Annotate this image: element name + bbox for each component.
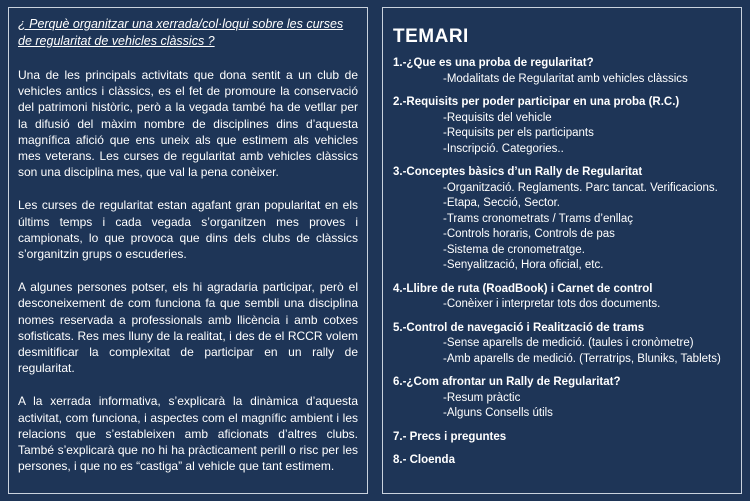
temari-title: TEMARI bbox=[393, 26, 469, 47]
temari-section-title: 5.-Control de navegació i Realització de trams bbox=[393, 321, 645, 334]
temari-section-title: 7.- Precs i preguntes bbox=[393, 430, 507, 443]
temari-section bbox=[393, 430, 733, 446]
temari-subitem: -Requisits per els participants bbox=[443, 127, 594, 139]
temari-section-title: 4.-Llibre de ruta (RoadBook) i Carnet de control bbox=[393, 282, 653, 295]
temari-section-title: 1.-¿Que es una proba de regularitat? bbox=[393, 57, 594, 69]
temari-section bbox=[393, 165, 733, 274]
temari-sections bbox=[393, 56, 733, 469]
temari-subitem: -Inscripció. Categories.. bbox=[443, 142, 564, 155]
temari-section bbox=[393, 321, 733, 368]
intro-paragraph: Les curses de regularitat estan agafant gran popularitat en els últims temps i cada vegada s’organitzen mes proves i campionats, lo que provoca que dins dels clubs de clàssics s’organitzin grups o escuderies. bbox=[18, 198, 358, 262]
temari-section-title: 3.-Conceptes bàsics d’un Rally de Regularitat bbox=[393, 166, 643, 178]
intro-question: ¿ Perquè organitzar una xerrada/col·loqui sobre les curses de regularitat de vehicles clàssics ? bbox=[18, 17, 344, 48]
temari-section-title: 6.-¿Com afrontar un Rally de Regularitat? bbox=[393, 376, 621, 388]
temari-section bbox=[393, 453, 733, 469]
temari-section bbox=[393, 282, 733, 313]
temari-subitem: -Trams cronometrats / Trams d’enllaç bbox=[443, 212, 634, 225]
intro-panel bbox=[8, 7, 368, 494]
temari-subitem: -Senyalització, Hora oficial, etc. bbox=[443, 259, 604, 271]
temari-subitem: -Organització. Reglaments. Parc tancat. Verificacions. bbox=[443, 181, 718, 194]
temari-section-title: 2.-Requisits per poder participar en una proba (R.C.) bbox=[393, 96, 680, 108]
temari-subitem: -Sistema de cronometratge. bbox=[443, 243, 585, 256]
intro-paragraph: Una de les principals activitats que dona sentit a un club de vehicles antics i clàssics, es el fet de promoure la conservació del patrimoni històric, però a la vegada també ha de vetllar per la difusió del màxim nombre de disciplines dins d’aquesta magnífica afició que ens uneix als que estimem als vehicles mes veterans. Les curses de regularitat amb vehicles clàssics son una disciplina mes, que val la pena conèixer. bbox=[18, 68, 358, 180]
temari-section-title: 8.- Cloenda bbox=[393, 454, 455, 466]
temari-subitem: -Resum pràctic bbox=[443, 391, 521, 404]
temari-subitem: -Sense aparells de medició. (taules i cronòmetre) bbox=[443, 337, 694, 349]
temari-subitem: -Alguns Consells útils bbox=[443, 407, 553, 419]
intro-paragraph: A la xerrada informativa, s’explicarà la dinàmica d’aquesta activitat, com funciona, i aspectes com el magnífic ambient i les relacions que s’estableixen amb aficionats d’altres clubs. També s’explicarà que no hi ha pràcticament perill o risc per les persones, i que no es “castiga” al vehicle que tant estimem. bbox=[18, 394, 358, 474]
temari-subitem: -Requisits del vehicle bbox=[443, 111, 552, 124]
temari-subitem: -Etapa, Secció, Sector. bbox=[443, 197, 560, 209]
temari-section bbox=[393, 56, 733, 87]
temari-subitem: -Amb aparells de medició. (Terratrips, Bluniks, Tablets) bbox=[443, 352, 721, 365]
temari-subitem: -Modalitats de Regularitat amb vehicles clàssics bbox=[443, 72, 688, 85]
temari-section bbox=[393, 375, 733, 422]
temari-section bbox=[393, 95, 733, 157]
intro-paragraph: A algunes persones potser, els hi agradaria participar, però el desconeixement de com funciona fa que sembli una disciplina nomes reservada a professionals amb llicència i amb cotxes sofisticats. Res mes lluny de la realitat, i des de el RCCR volem desmitificar la complexitat de participar en un rally de regularitat. bbox=[18, 280, 358, 376]
temari-panel bbox=[382, 7, 742, 494]
temari-subitem: -Conèixer i interpretar tots dos documents. bbox=[443, 298, 661, 310]
temari-subitem: -Controls horaris, Controls de pas bbox=[443, 228, 615, 240]
